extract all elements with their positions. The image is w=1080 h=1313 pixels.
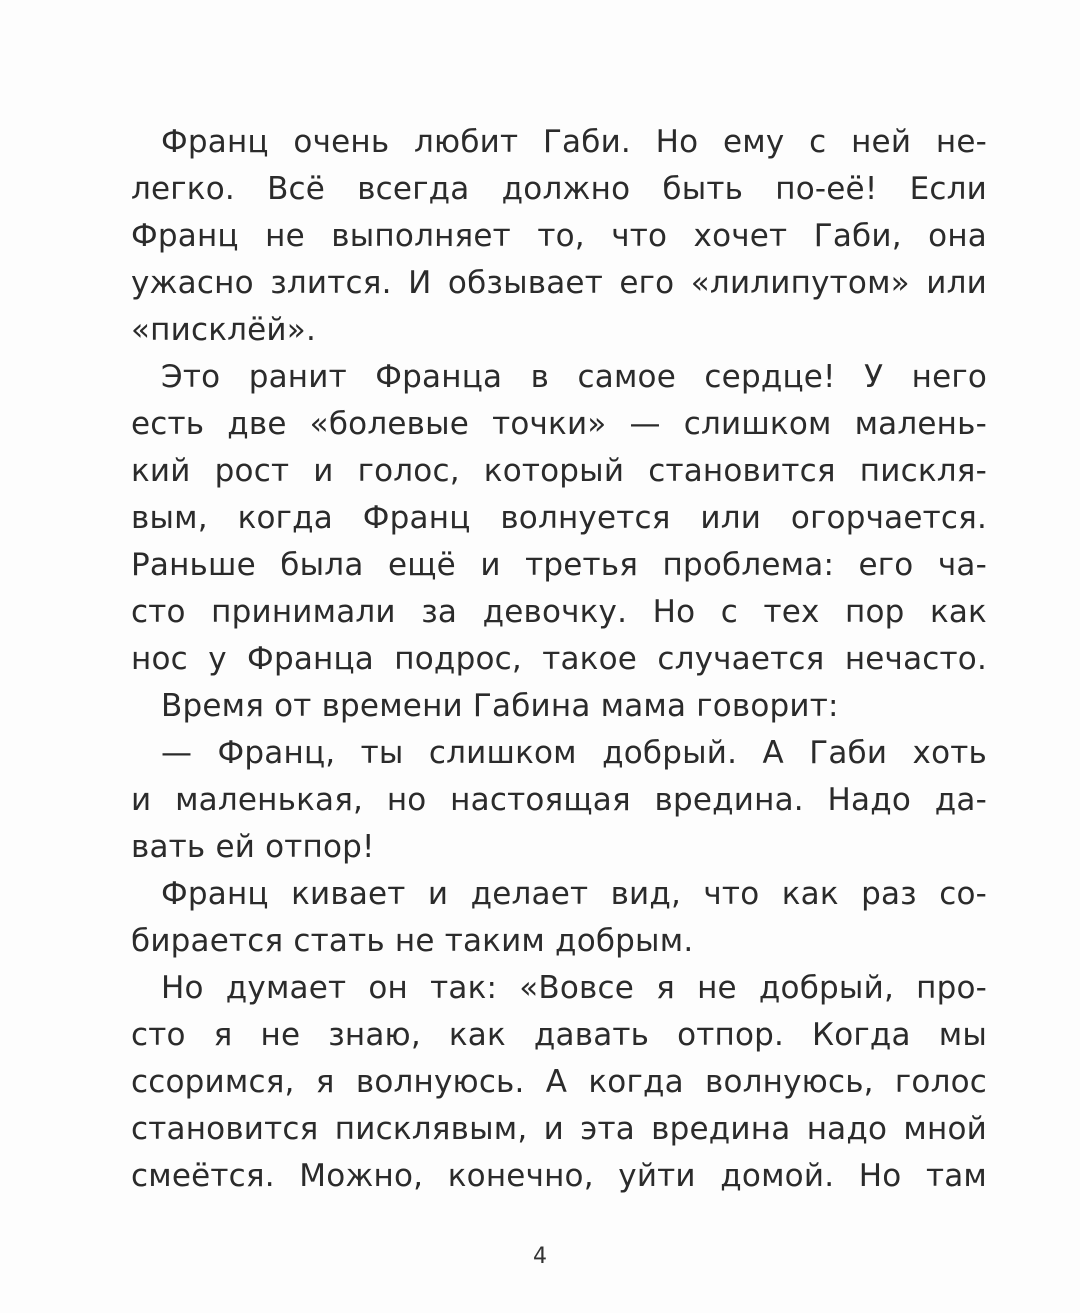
body-text [131, 119, 987, 1200]
text-line: нос у Франца подрос, такое случается нечасто. [131, 641, 987, 677]
text-line: вым, когда Франц волнуется или огорчается. [131, 500, 987, 536]
text-line: и маленькая, но настоящая вредина. Надо да- [131, 782, 987, 818]
text-line: Франц не выполняет то, что хочет Габи, она [131, 218, 987, 254]
text-line: вать ей отпор! [131, 829, 375, 865]
page-number: 4 [533, 1244, 547, 1269]
text-line: Время от времени Габина мама говорит: [161, 688, 839, 724]
text-line: Раньше была ещё и третья проблема: его ча- [131, 547, 987, 583]
text-line: бирается стать не таким добрым. [131, 923, 694, 959]
text-line: смеётся. Можно, конечно, уйти домой. Но там [131, 1158, 987, 1194]
text-line: легко. Всё всегда должно быть по-её! Если [131, 171, 987, 207]
text-line: Франц кивает и делает вид, что как раз со- [161, 876, 987, 912]
text-line: Но думает он так: «Вовсе я не добрый, про- [161, 970, 987, 1006]
text-line: Франц очень любит Габи. Но ему с ней не- [161, 124, 987, 160]
text-line: кий рост и голос, который становится пискля- [131, 453, 987, 489]
text-line: — Франц, ты слишком добрый. А Габи хоть [161, 735, 987, 771]
text-line: «писклёй». [131, 312, 317, 348]
text-line: сто я не знаю, как давать отпор. Когда мы [131, 1017, 987, 1053]
text-line: ужасно злится. И обзывает его «лилипутом» или [131, 265, 987, 301]
text-line: становится писклявым, и эта вредина надо мной [131, 1111, 987, 1147]
text-line: сто принимали за девочку. Но с тех пор как [131, 594, 987, 630]
text-line: есть две «болевые точки» — слишком малень- [131, 406, 987, 442]
text-line: Это ранит Франца в самое сердце! У него [161, 359, 987, 395]
text-line: ссоримся, я волнуюсь. А когда волнуюсь, голос [131, 1064, 987, 1100]
